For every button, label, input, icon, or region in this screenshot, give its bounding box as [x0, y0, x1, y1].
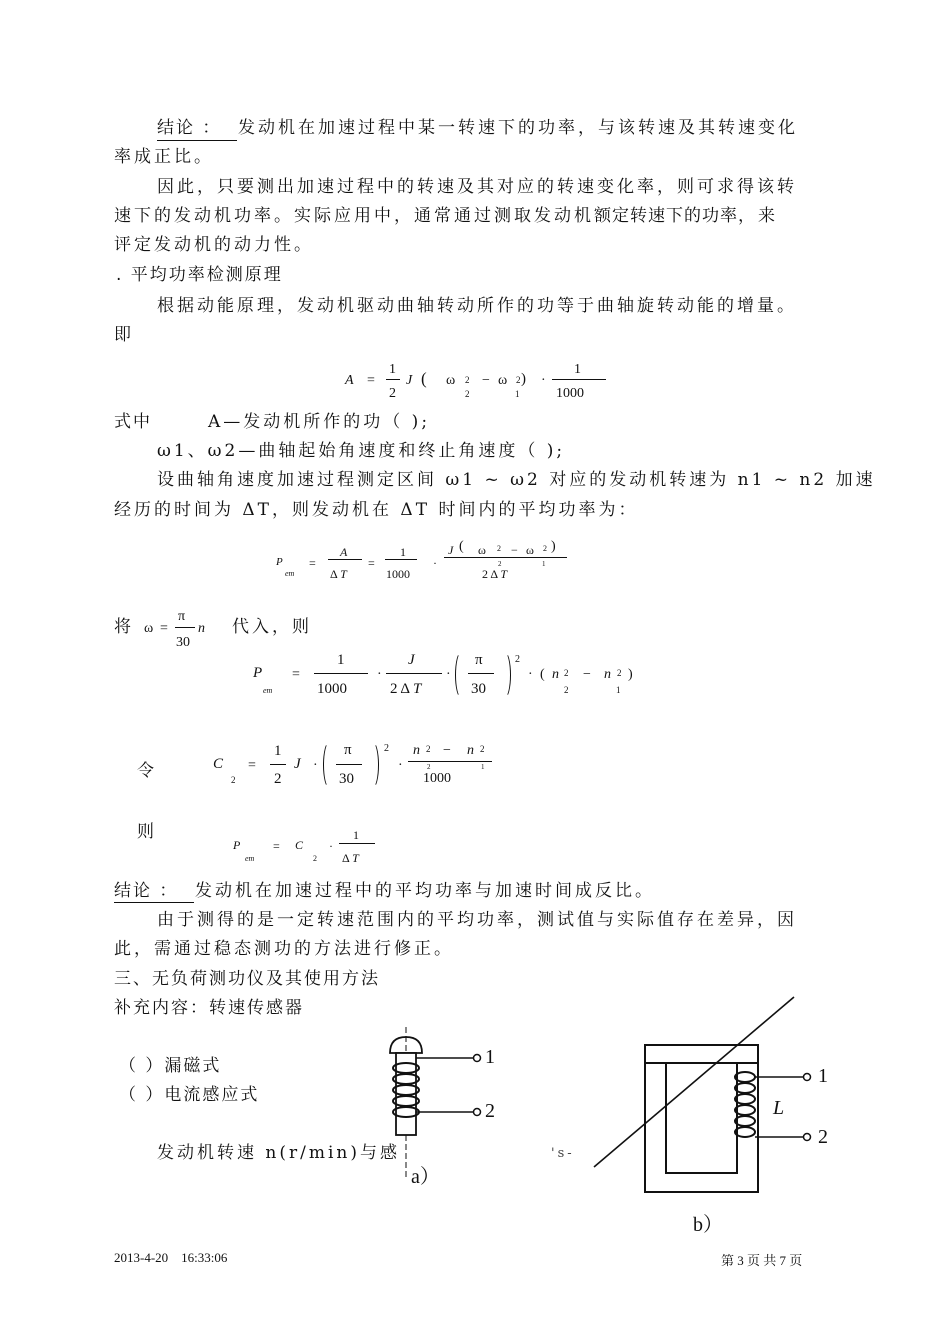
fig-a-terminal-2-label: 2	[485, 1100, 495, 1122]
magnetic-flux-line	[594, 997, 794, 1167]
therefore-line-2a: 速下的发动机功率。实际应用中，通常通过测取发动机	[114, 206, 594, 226]
yoke-inner	[666, 1063, 737, 1173]
yoke-outer	[645, 1045, 758, 1192]
subst-suffix: 代入，则	[232, 617, 312, 637]
therefore-line-1: 因此，只要测出加速过程中的转速及其对应的转速变化率，则可求得该转	[157, 177, 797, 197]
setup-line-2: 经历的时间为 ΔT，则发动机在 ΔT 时间内的平均功率为：	[114, 500, 639, 520]
armature-bar	[645, 1045, 758, 1063]
fig-b-coil-label: L	[773, 1097, 785, 1119]
conclusion-text-2: 发动机在加速过程中的平均功率与加速时间成反比。	[195, 881, 655, 901]
fig-a-label: a）	[411, 1166, 440, 1188]
terminal-1-b	[804, 1074, 811, 1081]
list-item-leakage: （ ）漏磁式	[119, 1056, 222, 1076]
measure-line-1: 由于测得的是一定转速范围内的平均功率，测试值与实际值存在差异，因	[157, 910, 797, 930]
fig-b-terminal-2-label: 2	[818, 1126, 828, 1148]
supplement-title: 补充内容：转速传感器	[114, 998, 304, 1018]
conclusion-underline-1	[157, 140, 237, 141]
where-label: 式中	[114, 412, 152, 432]
energy-line-2: 即	[114, 325, 133, 345]
conclusion-underline-2	[114, 902, 194, 903]
let-label: 令	[137, 761, 156, 781]
fig-b-label: b）	[693, 1214, 723, 1236]
fig-b-terminal-1-label: 1	[818, 1065, 828, 1087]
footer-datetime: 2013-4-20 16:33:06	[114, 1250, 228, 1265]
then-label: 则	[137, 822, 156, 842]
fig-a-terminal-1-label: 1	[485, 1046, 495, 1068]
terminal-2-b	[804, 1134, 811, 1141]
conclusion-label-1: 结论 ：	[157, 118, 222, 138]
speed-text-tail: 's-	[551, 1146, 575, 1161]
therefore-line-3: 评定发动机的动力性。	[114, 235, 314, 255]
terminal-1-a	[474, 1055, 481, 1062]
conclusion-text-1-cont: 率成正比。	[114, 147, 214, 167]
measure-line-2: 此，需通过稳态测功的方法进行修正。	[114, 939, 454, 959]
list-item-induction: （ ）电流感应式	[119, 1085, 260, 1105]
therefore-line-2	[114, 205, 778, 227]
rated-speed-power: 额定转速下的功率	[594, 206, 738, 226]
terminal-2-a	[474, 1109, 481, 1116]
section-average-power-title: . 平均功率检测原理	[116, 265, 283, 285]
energy-line-1: 根据动能原理，发动机驱动曲轴转动所作的功等于曲轴旋转动能的增量。	[157, 296, 797, 316]
where-A: A—发动机所作的功（ );	[208, 412, 431, 432]
sensor-figure-b	[590, 995, 840, 1200]
conclusion-text-1: 发动机在加速过程中某一转速下的功率，与该转速及其转速变化	[238, 118, 798, 138]
footer-page-number: 第 3 页 共 7 页	[721, 1253, 803, 1268]
section-3-title: 三、无负荷测功仪及其使用方法	[114, 969, 380, 989]
setup-line-1: 设曲轴角速度加速过程测定区间 ω1 ~ ω2 对应的发动机转速为 n1 ~ n2 加速	[157, 470, 876, 490]
conclusion-label-2: 结论 ：	[114, 881, 179, 901]
subst-prefix: 将	[114, 617, 134, 637]
where-omega: ω1、ω2—曲轴起始角速度和终止角速度（ );	[157, 441, 566, 461]
therefore-line-2c: ，来	[738, 206, 778, 226]
speed-text: 发动机转速 n(r/min)与感	[157, 1143, 400, 1163]
